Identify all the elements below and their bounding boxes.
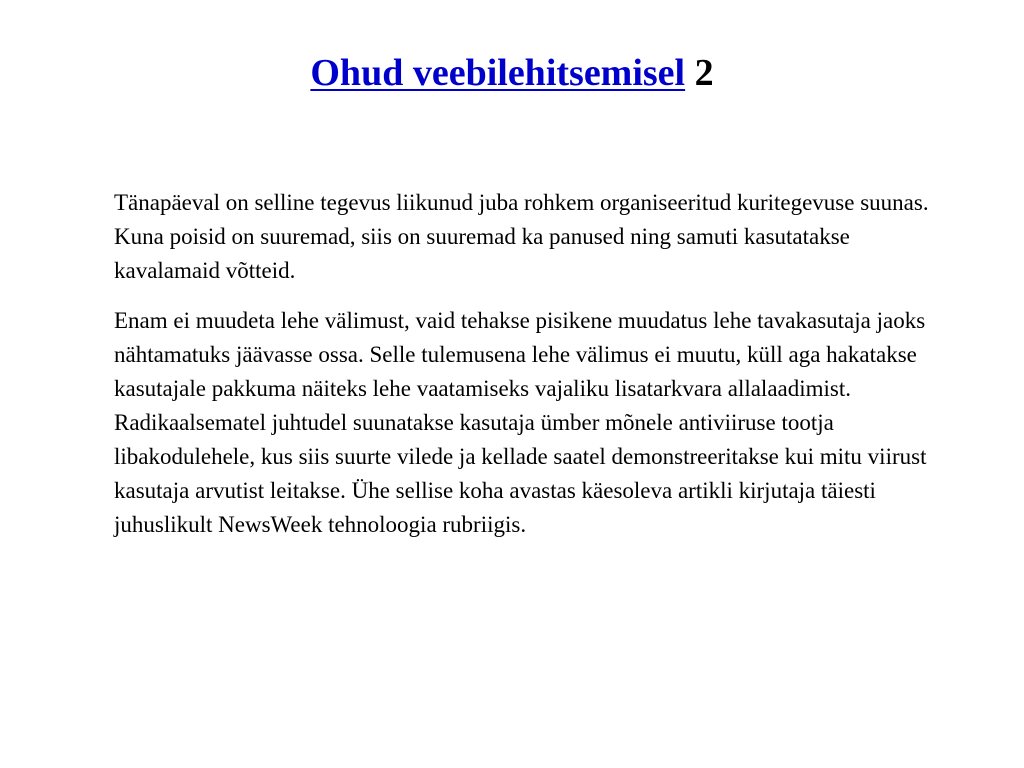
slide-body	[114, 186, 954, 558]
title-number: 2	[694, 52, 714, 94]
title-link[interactable]: Ohud veebilehitsemisel	[310, 52, 686, 94]
paragraph-1: Tänapäeval on selline tegevus liikunud juba rohkem organiseeritud kuritegevuse suunas. Kuna poisid on suuremad, siis on suuremad ka panused ning samuti kasutatakse kavalamaid võtteid.	[114, 190, 929, 283]
paragraph-2: Enam ei muudeta lehe välimust, vaid tehakse pisikene muudatus lehe tavakasutaja jaoks nähtamatuks jäävasse ossa. Selle tulemusena lehe välimus ei muutu, küll aga hakatakse kasutajale pakkuma näiteks lehe vaatamiseks vajaliku lisatarkvara allalaadimist. Radikaalsematel juhtudel suunatakse kasutaja ümber mõnele antiviiruse tootja libakodulehele, kus siis suurte vilede ja kellade saatel demonstreeritakse kui mitu viirust kasutaja arvutist leitakse. Ühe sellise koha avastas käesoleva artikli kirjutaja täiesti juhuslikult NewsWeek tehnoloogia rubriigis.	[114, 308, 927, 537]
slide-title	[0, 48, 1024, 98]
